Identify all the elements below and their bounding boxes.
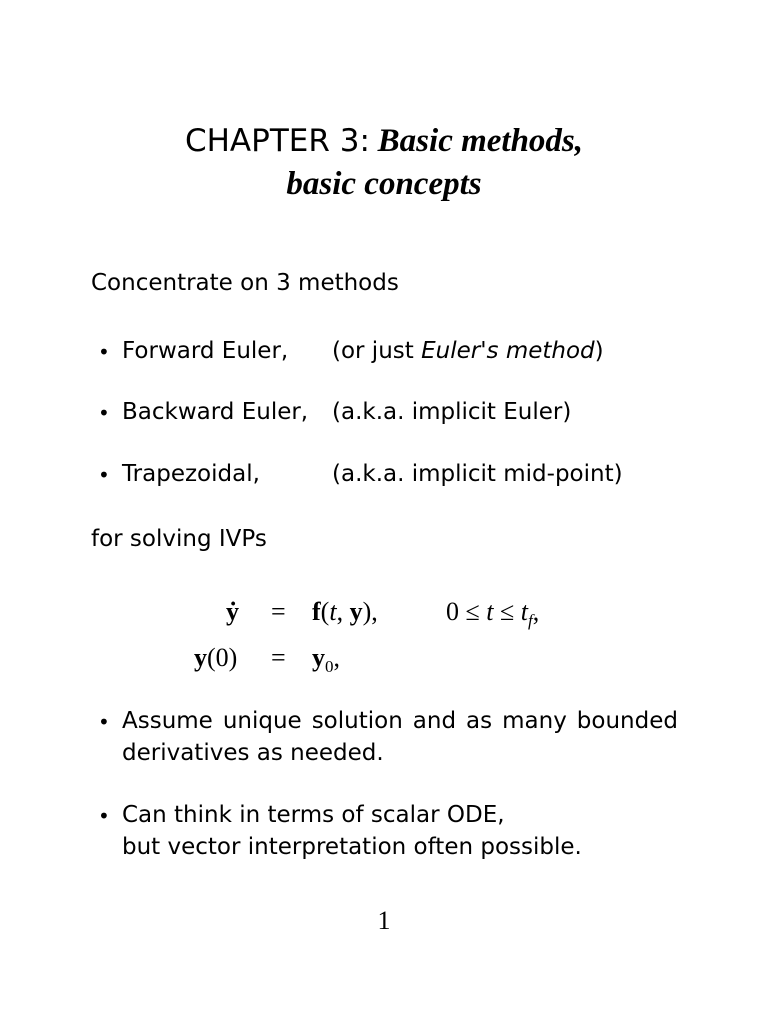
equation-2-rhs: $y_0$, — [312, 643, 340, 677]
bullet-icon: • — [98, 401, 110, 425]
assumption-note: Assume unique solution and as many bounded derivatives as needed. — [122, 708, 678, 766]
method-note-pre: (or just — [332, 338, 422, 364]
intro-text: Concentrate on 3 methods — [91, 270, 399, 296]
chapter-title-line-2 — [0, 163, 768, 205]
chapter-label: CHAPTER 3: — [184, 123, 370, 159]
equation-1-rhs: f(t, y), — [312, 597, 378, 626]
method-note: (a.k.a. implicit mid-point) — [332, 461, 623, 487]
bullet-icon: • — [98, 463, 110, 487]
method-name: Forward Euler, — [122, 338, 289, 364]
equation-1-condition: $0 \le t \le t_f$, — [446, 597, 540, 631]
method-note — [332, 335, 604, 367]
chapter-title-line-1 — [0, 120, 768, 162]
method-name: Trapezoidal, — [122, 461, 260, 487]
equation-1-lhs: ẏ — [226, 597, 239, 626]
method-note-post: ) — [594, 338, 604, 364]
chapter-title-part-1: Basic methods, — [377, 123, 584, 159]
page-number: 1 — [377, 906, 391, 935]
method-name: Backward Euler, — [122, 399, 309, 425]
scalar-note-line-2: but vector interpretation often possible. — [122, 834, 582, 860]
equation-1-equals: = — [271, 597, 286, 626]
method-note: (a.k.a. implicit Euler) — [332, 399, 572, 425]
bullet-icon: • — [98, 710, 110, 734]
method-note-emphasis: Euler's method — [421, 338, 595, 364]
equation-2-equals: = — [271, 643, 286, 672]
chapter-title-part-2: basic concepts — [286, 166, 482, 202]
scalar-note-line-1: Can think in terms of scalar ODE, — [122, 802, 505, 828]
ivp-lead-text: for solving IVPs — [91, 526, 267, 552]
equation-2-lhs: y(0) — [194, 643, 238, 672]
bullet-icon: • — [98, 804, 110, 828]
bullet-icon: • — [98, 340, 110, 364]
